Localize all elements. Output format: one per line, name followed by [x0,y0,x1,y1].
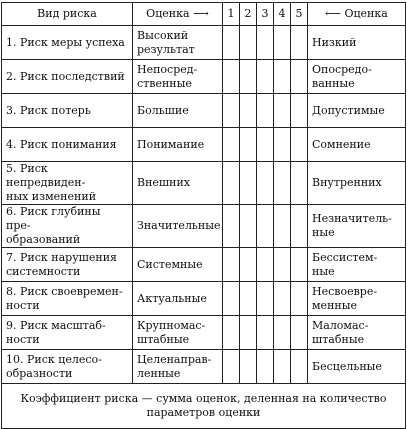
risk-name-cell [2,316,133,350]
risk-name-cell-line-1: 6. Риск глубины пре- [6,205,101,232]
left-rating-cell-line-2: ленные [137,366,181,380]
score-cell-5[interactable] [291,350,308,384]
risk-name-cell-line-1: 2. Риск последствий [6,69,125,83]
right-rating-cell [308,94,406,128]
risk-name-cell-line-1: 5. Риск непредвиден- [6,162,86,189]
right-rating-cell [308,128,406,162]
left-rating-cell [133,26,223,60]
left-rating-cell [133,350,223,384]
score-cell-3[interactable] [257,162,274,205]
header-row [2,3,406,26]
risk-name-cell [2,350,133,384]
score-cell-3[interactable] [257,248,274,282]
score-cell-4[interactable] [274,94,291,128]
risk-name-cell-line-1: 1. Риск меры успеха [6,35,125,49]
score-cell-4[interactable] [274,282,291,316]
score-cell-4[interactable] [274,26,291,60]
left-rating-cell-line-1: Большие [137,103,189,117]
score-cell-1[interactable] [223,26,240,60]
score-cell-1[interactable] [223,162,240,205]
footer-row [2,384,406,429]
right-rating-cell-line-1: Внутренних [312,176,382,189]
risk-name-cell-line-2: ности [6,298,40,312]
risk-name-cell [2,162,133,205]
header-score-2: 2 [240,3,257,26]
score-cell-5[interactable] [291,205,308,248]
score-cell-5[interactable] [291,282,308,316]
risk-name-cell-line-2: ности [6,332,40,346]
header-score-3: 3 [257,3,274,26]
risk-name-cell-line-1: 4. Риск понимания [6,137,117,151]
score-cell-1[interactable] [223,128,240,162]
score-cell-2[interactable] [240,26,257,60]
header-rating-left: Оценка ⟶ [133,3,223,26]
score-cell-3[interactable] [257,26,274,60]
score-cell-1[interactable] [223,94,240,128]
left-rating-cell [133,282,223,316]
table-row [2,128,406,162]
score-cell-3[interactable] [257,282,274,316]
score-cell-4[interactable] [274,60,291,94]
left-rating-cell [133,128,223,162]
right-rating-cell-line-1: Допустимые [312,103,385,117]
header-score-1: 1 [223,3,240,26]
left-rating-cell [133,316,223,350]
right-rating-cell [308,162,406,205]
score-cell-1[interactable] [223,205,240,248]
risk-assessment-table [1,2,406,429]
table-row [2,282,406,316]
score-cell-2[interactable] [240,128,257,162]
left-rating-cell-line-1: Системные [137,257,203,271]
score-cell-1[interactable] [223,316,240,350]
table-row [2,162,406,205]
header-score-5: 5 [291,3,308,26]
score-cell-1[interactable] [223,282,240,316]
score-cell-2[interactable] [240,248,257,282]
left-rating-cell-line-1: Понимание [137,137,205,151]
header-rating-right: ⟵ Оценка [308,3,406,26]
right-rating-cell-line-2: ные [312,226,335,239]
right-rating-cell-line-1: Бесцельные [312,359,382,373]
score-cell-3[interactable] [257,316,274,350]
score-cell-2[interactable] [240,60,257,94]
right-rating-cell-line-2: ные [312,264,335,278]
score-cell-3[interactable] [257,60,274,94]
left-rating-cell-line-1: Значительные [137,219,221,232]
risk-name-cell-line-1: 7. Риск нарушения [6,250,117,264]
score-cell-2[interactable] [240,205,257,248]
right-rating-cell-line-2: штабные [312,332,365,346]
right-rating-cell [308,26,406,60]
right-rating-cell [308,282,406,316]
left-rating-cell [133,94,223,128]
left-rating-cell-line-2: ственные [137,76,192,90]
risk-name-cell-line-2: образований [6,233,81,246]
risk-name-cell-line-2: ных изменений [6,190,97,203]
score-cell-4[interactable] [274,248,291,282]
score-cell-4[interactable] [274,350,291,384]
table-row [2,26,406,60]
table-row [2,248,406,282]
risk-name-cell-line-2: системности [6,264,81,278]
risk-name-cell-line-1: 8. Риск своевремен- [6,284,123,298]
score-cell-2[interactable] [240,350,257,384]
left-rating-cell [133,162,223,205]
score-cell-1[interactable] [223,60,240,94]
header-score-4: 4 [274,3,291,26]
table-row [2,205,406,248]
footer-line-1: Коэффициент риска — сумма оценок, деленная на количество [20,392,387,405]
score-cell-3[interactable] [257,350,274,384]
score-cell-3[interactable] [257,94,274,128]
left-rating-cell [133,205,223,248]
risk-name-cell [2,205,133,248]
right-rating-cell-line-2: менные [312,298,357,312]
table-row [2,316,406,350]
right-rating-cell-line-2: ванные [312,76,355,90]
right-rating-cell [308,350,406,384]
left-rating-cell-line-2: штабные [137,332,190,346]
score-cell-5[interactable] [291,26,308,60]
footer-line-2: параметров оценки [146,406,261,419]
left-rating-cell-line-1: Крупномас- [137,318,206,332]
header-risk-type: Вид риска [2,3,133,26]
score-cell-3[interactable] [257,128,274,162]
right-rating-cell-line-1: Маломас- [312,318,369,332]
table-row [2,94,406,128]
risk-name-cell-line-1: 3. Риск потерь [6,103,91,117]
score-cell-1[interactable] [223,248,240,282]
score-cell-4[interactable] [274,128,291,162]
score-cell-4[interactable] [274,316,291,350]
risk-name-cell [2,282,133,316]
left-rating-cell-line-1: Внешних [137,176,191,189]
table-row [2,60,406,94]
right-rating-cell-line-1: Низкий [312,35,357,49]
right-rating-cell-line-1: Сомнение [312,137,371,151]
left-rating-cell [133,60,223,94]
table-row [2,350,406,384]
risk-name-cell-line-2: образности [6,366,73,380]
left-rating-cell-line-1: Целенаправ- [137,352,212,366]
right-rating-cell-line-1: Опосредо- [312,62,372,76]
score-cell-5[interactable] [291,162,308,205]
right-rating-cell-line-1: Несвоевре- [312,284,378,298]
score-cell-4[interactable] [274,162,291,205]
right-rating-cell [308,60,406,94]
risk-name-cell-line-1: 10. Риск целесо- [6,352,102,366]
right-rating-cell [308,316,406,350]
left-rating-cell-line-1: Высокий [137,28,189,42]
left-rating-cell [133,248,223,282]
score-cell-2[interactable] [240,94,257,128]
footer-note [2,384,406,429]
right-rating-cell [308,205,406,248]
right-rating-cell-line-1: Бессистем- [312,250,378,264]
score-cell-2[interactable] [240,282,257,316]
score-cell-5[interactable] [291,94,308,128]
risk-name-cell [2,248,133,282]
score-cell-5[interactable] [291,60,308,94]
risk-name-cell-line-1: 9. Риск масштаб- [6,318,106,332]
score-cell-2[interactable] [240,162,257,205]
score-cell-1[interactable] [223,350,240,384]
score-cell-5[interactable] [291,248,308,282]
right-rating-cell-line-1: Незначитель- [312,212,392,225]
right-rating-cell [308,248,406,282]
score-cell-4[interactable] [274,205,291,248]
risk-rows [2,26,406,384]
score-cell-5[interactable] [291,316,308,350]
risk-name-cell [2,128,133,162]
left-rating-cell-line-2: результат [137,42,195,56]
score-cell-5[interactable] [291,128,308,162]
risk-name-cell [2,94,133,128]
score-cell-2[interactable] [240,316,257,350]
left-rating-cell-line-1: Непосред- [137,62,198,76]
risk-name-cell [2,26,133,60]
left-rating-cell-line-1: Актуальные [137,291,207,305]
risk-name-cell [2,60,133,94]
score-cell-3[interactable] [257,205,274,248]
